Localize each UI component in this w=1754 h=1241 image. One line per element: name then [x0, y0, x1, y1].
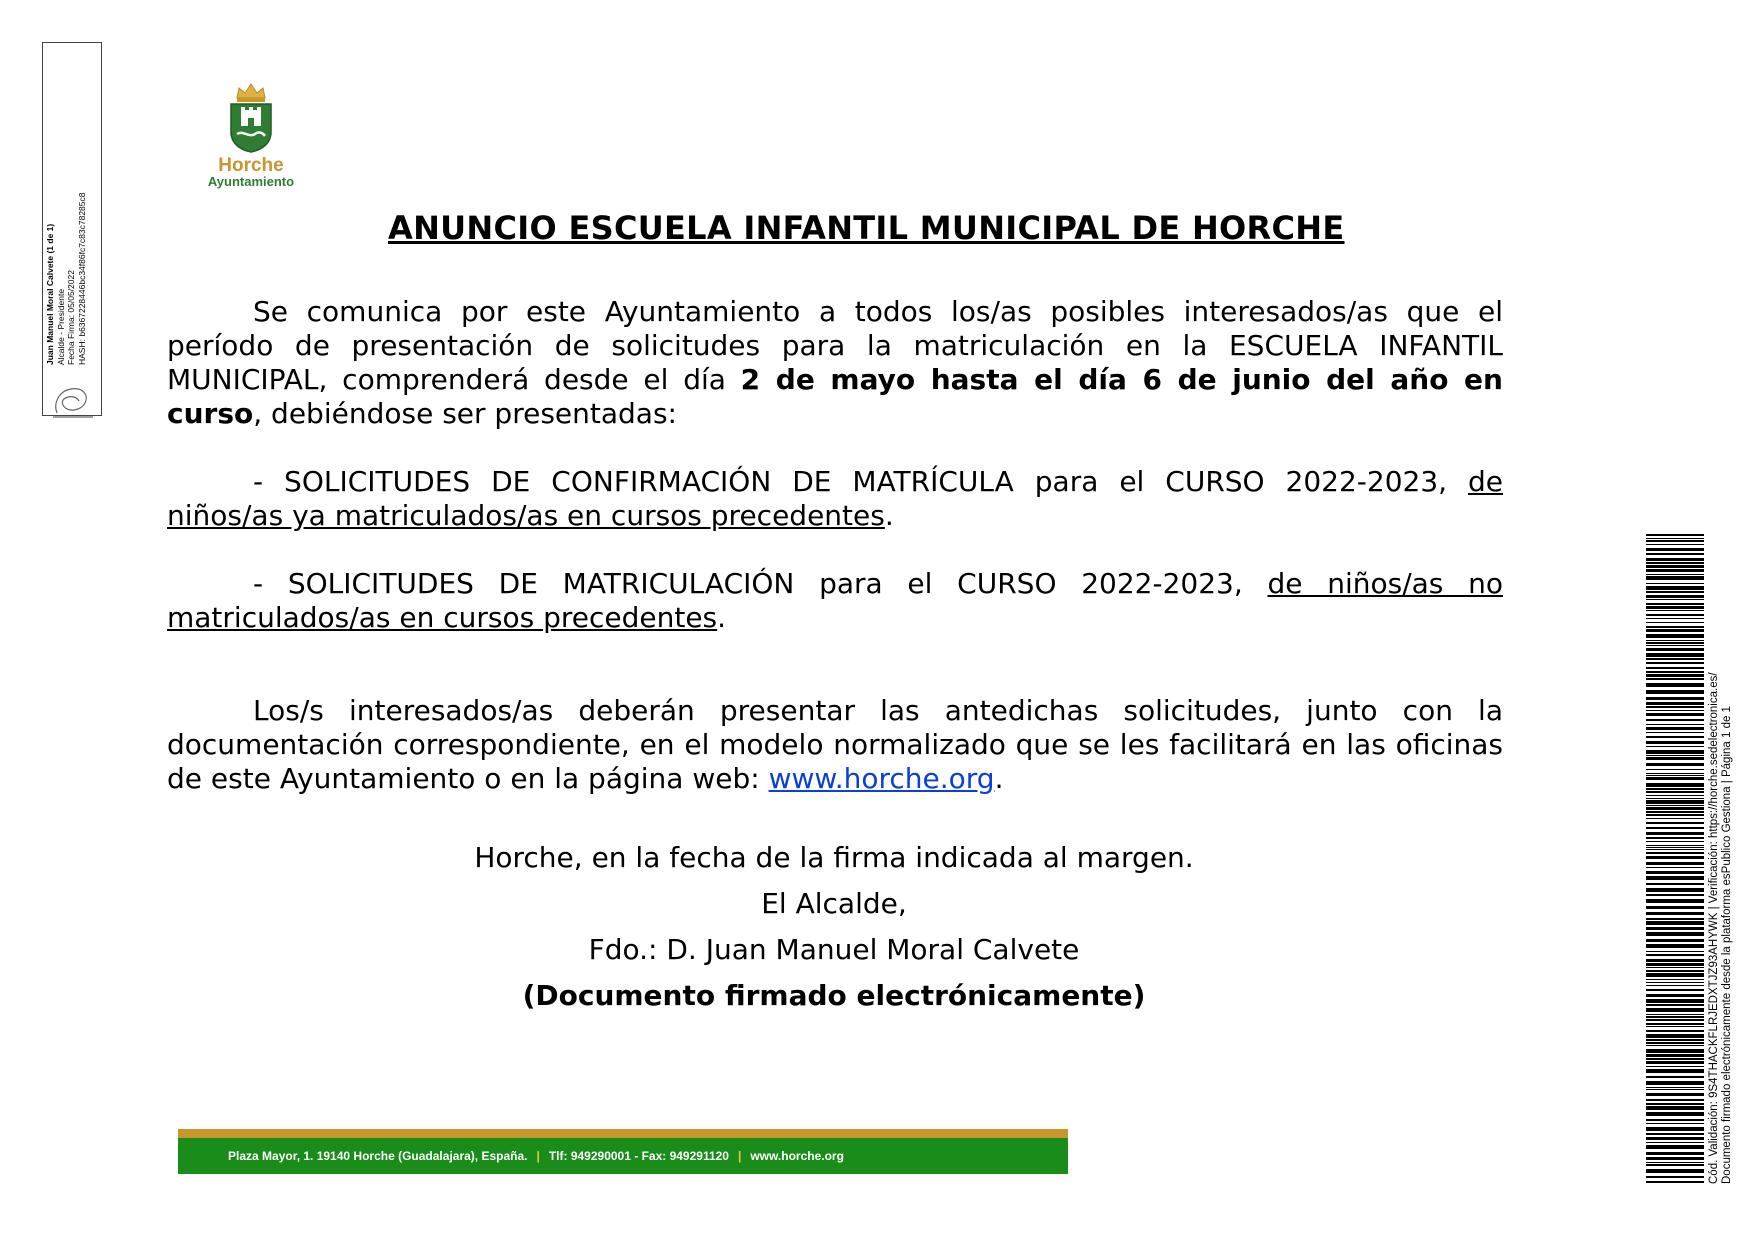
barcode-bar — [1646, 769, 1704, 770]
signature-stamp — [42, 42, 102, 416]
list-item-text: - SOLICITUDES DE MATRICULACIÓN para el CURSO 2022-2023, — [253, 567, 1268, 600]
barcode-bar — [1646, 970, 1704, 972]
barcode-bar — [1646, 544, 1704, 545]
list-item-underlined: de niños/as ya matriculados/as en cursos precedentes — [167, 465, 1503, 532]
barcode-bar — [1646, 614, 1704, 616]
barcode-bar — [1646, 1093, 1704, 1096]
validation-line-2: Documento firmado electrónicamente desde la plataforma esPublico Gestiona | Página 1 de 1 — [1721, 706, 1733, 1184]
barcode-bar — [1646, 599, 1704, 600]
barcode-bar — [1646, 629, 1704, 632]
barcode-bar — [1646, 888, 1704, 892]
footer-separator: | — [536, 1149, 540, 1163]
list-item-end: . — [717, 601, 727, 634]
barcode-bar — [1646, 576, 1704, 580]
barcode-bar — [1646, 807, 1704, 810]
paragraph-intro-end: , debiéndose ser presentadas: — [253, 397, 677, 430]
barcode-bar — [1646, 736, 1704, 738]
list-item-text: - SOLICITUDES DE CONFIRMACIÓN DE MATRÍCULA para el CURSO 2022-2023, — [253, 465, 1468, 498]
signature-hash: HASH: b6367228446bc34f86fc7c83c78285c8 — [76, 192, 87, 365]
barcode-bar — [1646, 538, 1704, 539]
paragraph-intro — [167, 295, 1503, 431]
barcode-bar — [1646, 645, 1704, 646]
barcode-bar — [1646, 732, 1704, 733]
horche-logo — [196, 80, 306, 189]
barcode-bar — [1646, 1119, 1704, 1121]
barcode-bar — [1646, 757, 1704, 760]
signature-role: Alcalde - Presidente — [55, 288, 66, 365]
barcode-bar — [1646, 1039, 1704, 1041]
barcode-bar — [1646, 741, 1704, 744]
validation-line-1: Cód. Validación: 9S4THACKFLRJEDXTJZ93AHYWK | Verificación: https://horche.sedelectronica.es/ — [1708, 672, 1720, 1184]
barcode-bar — [1646, 1023, 1704, 1025]
barcode-bar — [1646, 963, 1704, 966]
barcode-bar — [1646, 791, 1704, 793]
validation-text — [1708, 672, 1734, 1184]
barcode-bar — [1646, 985, 1704, 986]
barcode-bar — [1646, 683, 1704, 687]
barcode-bar — [1646, 818, 1704, 819]
barcode-bar — [1646, 775, 1704, 776]
barcode-bar — [1646, 634, 1704, 638]
barcode-bar — [1646, 906, 1704, 909]
barcode-bar — [1646, 626, 1704, 628]
barcode-bar — [1646, 798, 1704, 799]
list-item-matriculation — [167, 567, 1503, 635]
barcode-bar — [1646, 534, 1704, 536]
barcode-bar — [1646, 706, 1704, 708]
barcode-bar — [1646, 667, 1704, 669]
paragraph-intro-dates: 2 de mayo hasta el día 6 de junio del año en curso — [167, 363, 1503, 430]
barcode-bar — [1646, 603, 1704, 605]
barcode-bar — [1646, 944, 1704, 948]
list-item-end: . — [884, 499, 894, 532]
barcode-bar — [1646, 671, 1704, 673]
barcode-bar — [1646, 788, 1704, 790]
barcode-bar — [1646, 583, 1704, 584]
barcode-bar — [1646, 746, 1704, 747]
barcode-bar — [1646, 763, 1704, 766]
barcode-bar — [1646, 653, 1704, 657]
barcode-bar — [1646, 1152, 1704, 1155]
barcode-bar — [1646, 849, 1704, 850]
barcode-bar — [1646, 954, 1704, 956]
barcode-bar — [1646, 837, 1704, 839]
barcode-bar — [1646, 674, 1704, 677]
barcode-bar — [1646, 553, 1704, 555]
website-link[interactable]: www.horche.org — [768, 762, 995, 795]
barcode-bar — [1646, 642, 1704, 644]
barcode-bar — [1646, 574, 1704, 575]
barcode-bar — [1646, 852, 1704, 854]
barcode-bar — [1646, 724, 1704, 725]
barcode-bar — [1646, 702, 1704, 705]
footer-phone: Tlf: 949290001 - Fax: 949291120 — [548, 1149, 729, 1163]
barcode-bar — [1646, 640, 1704, 641]
barcode-bar — [1646, 999, 1704, 1003]
barcode-bar — [1646, 967, 1704, 968]
barcode-bar — [1646, 1164, 1704, 1166]
barcode-bar — [1646, 697, 1704, 700]
barcode-bar — [1646, 894, 1704, 896]
barcode-bar — [1646, 811, 1704, 813]
barcode-bar — [1646, 1103, 1704, 1105]
barcode-bar — [1646, 1019, 1704, 1021]
barcode-bar — [1646, 912, 1704, 915]
barcode-bar — [1646, 1081, 1704, 1085]
barcode-bar — [1646, 1089, 1704, 1090]
logo-name: Horche — [218, 155, 284, 176]
barcode-bar — [1646, 548, 1704, 551]
closing-place: Horche, en la fecha de la firma indicada al margen. — [474, 841, 1194, 874]
barcode-bar — [1646, 800, 1704, 804]
barcode-bar — [1646, 1145, 1704, 1149]
barcode-bar — [1646, 1026, 1704, 1027]
barcode-bar — [1646, 827, 1704, 829]
barcode-bar — [1646, 899, 1704, 903]
barcode-bar — [1646, 932, 1704, 936]
barcode-bar — [1646, 1162, 1704, 1163]
barcode-bar — [1646, 777, 1704, 780]
barcode-bar — [1646, 540, 1704, 542]
barcode-bar — [1646, 1099, 1704, 1101]
barcode-bar — [1646, 959, 1704, 962]
barcode-bar — [1646, 610, 1704, 611]
paragraph-instructions-text: Los/s interesados/as deberán presentar las antedichas solicitudes, junto con la documentación correspondiente, en el modelo normalizado que se les facilitará en las oficinas de este Ayuntamiento o en la página web: — [167, 694, 1503, 795]
barcode-bar — [1646, 1106, 1704, 1110]
barcode-bar — [1646, 558, 1704, 561]
signature-name: Juan Manuel Moral Calvete (1 de 1) — [45, 223, 55, 365]
barcode-bar — [1646, 1076, 1704, 1078]
barcode-bar — [1646, 822, 1704, 824]
paragraph-instructions-end: . — [994, 762, 1004, 795]
barcode-bar — [1646, 690, 1704, 694]
barcode-bar — [1646, 658, 1704, 660]
barcode-bar — [1646, 795, 1704, 796]
barcode-icon — [1646, 534, 1704, 1184]
signature-date: Fecha Firma: 05/05/2022 — [66, 270, 76, 365]
barcode-bar — [1646, 591, 1704, 593]
barcode-bar — [1646, 1014, 1704, 1015]
barcode-bar — [1646, 562, 1704, 564]
barcode-bar — [1646, 1127, 1704, 1131]
barcode-bar — [1646, 586, 1704, 590]
barcode-bar — [1646, 565, 1704, 568]
barcode-bar — [1646, 847, 1704, 848]
barcode-bar — [1646, 783, 1704, 787]
barcode-bar — [1646, 989, 1704, 991]
barcode-bar — [1646, 973, 1704, 977]
barcode-bar — [1646, 710, 1704, 711]
barcode-bar — [1646, 927, 1704, 930]
footer-address: Plaza Mayor, 1. 19140 Horche (Guadalajara), España. — [228, 1149, 528, 1163]
list-item-confirmation — [167, 465, 1503, 533]
barcode-bar — [1646, 841, 1704, 842]
footer-gold-stripe — [178, 1129, 1068, 1138]
barcode-bar — [1646, 1123, 1704, 1124]
barcode-bar — [1646, 622, 1704, 623]
footer-band — [178, 1129, 1068, 1174]
barcode-bar — [1646, 832, 1704, 835]
barcode-bar — [1646, 755, 1704, 756]
logo-subtitle: Ayuntamiento — [207, 174, 295, 189]
closing-note: (Documento firmado electrónicamente) — [522, 979, 1146, 1012]
list-item-underlined: de niños/as no matriculados/as en cursos precedentes — [167, 567, 1504, 634]
barcode-bar — [1646, 1137, 1704, 1140]
barcode-bar — [1646, 713, 1704, 716]
barcode-bar — [1646, 1030, 1704, 1032]
barcode-bar — [1646, 750, 1704, 754]
barcode-bar — [1646, 921, 1704, 925]
barcode-bar — [1646, 883, 1704, 885]
barcode-bar — [1646, 1058, 1704, 1060]
closing-signed: Fdo.: D. Juan Manuel Moral Calvete — [588, 933, 1080, 966]
barcode-bar — [1646, 876, 1704, 880]
barcode-bar — [1646, 1016, 1704, 1018]
barcode-bar — [1646, 979, 1704, 980]
barcode-bar — [1646, 1087, 1704, 1088]
barcode-bar — [1646, 678, 1704, 680]
barcode-bar — [1646, 648, 1704, 651]
barcode-bar — [1646, 773, 1704, 774]
barcode-bar — [1646, 982, 1704, 983]
footer-web: www.horche.org — [750, 1149, 844, 1163]
barcode-bar — [1646, 939, 1704, 942]
paragraph-intro-text: Se comunica por este Ayuntamiento a todos los/as posibles interesados/as que el período de presentación de solicitudes para la matriculación en la ESCUELA INFANTIL MUNICIPAL, comprenderá desde el día — [167, 295, 1503, 396]
barcode-bar — [1646, 595, 1704, 598]
barcode-bar — [1646, 856, 1704, 859]
barcode-bar — [1646, 1042, 1704, 1044]
barcode-bar — [1646, 618, 1704, 619]
barcode-bar — [1646, 719, 1704, 721]
barcode-bar — [1646, 951, 1704, 952]
barcode-bar — [1646, 1181, 1704, 1183]
barcode-bar — [1646, 1054, 1704, 1057]
barcode-bar — [1646, 867, 1704, 868]
barcode-bar — [1646, 606, 1704, 609]
barcode-bar — [1646, 1008, 1704, 1012]
barcode-bar — [1646, 1157, 1704, 1160]
barcode-bar — [1646, 1004, 1704, 1006]
barcode-bar — [1646, 569, 1704, 572]
barcode-bar — [1646, 845, 1704, 846]
barcode-bar — [1646, 1045, 1704, 1046]
barcode-bar — [1646, 1069, 1704, 1073]
barcode-bar — [1646, 662, 1704, 664]
barcode-bar — [1646, 862, 1704, 865]
page-title: ANUNCIO ESCUELA INFANTIL MUNICIPAL DE HORCHE — [388, 209, 1345, 247]
barcode-bar — [1646, 1061, 1704, 1064]
barcode-bar — [1646, 1034, 1704, 1038]
barcode-bar — [1646, 805, 1704, 806]
barcode-bar — [1646, 1133, 1704, 1135]
handwritten-signature-icon — [49, 383, 97, 423]
signature-text — [45, 75, 87, 365]
coat-of-arms-icon — [227, 80, 275, 154]
paragraph-instructions — [167, 694, 1503, 796]
barcode-bar — [1646, 1049, 1704, 1053]
barcode-bar — [1646, 814, 1704, 816]
barcode-bar — [1646, 871, 1704, 874]
barcode-bar — [1646, 918, 1704, 920]
barcode-bar — [1646, 1066, 1704, 1067]
closing-role: El Alcalde, — [761, 887, 907, 920]
footer-separator: | — [737, 1149, 742, 1163]
footer-contact — [178, 1138, 1068, 1174]
barcode-bar — [1646, 1112, 1704, 1116]
barcode-bar — [1646, 1176, 1704, 1178]
barcode-bar — [1646, 1142, 1704, 1143]
barcode-bar — [1646, 994, 1704, 997]
barcode-bar — [1646, 727, 1704, 730]
barcode-bar — [1646, 1169, 1704, 1173]
